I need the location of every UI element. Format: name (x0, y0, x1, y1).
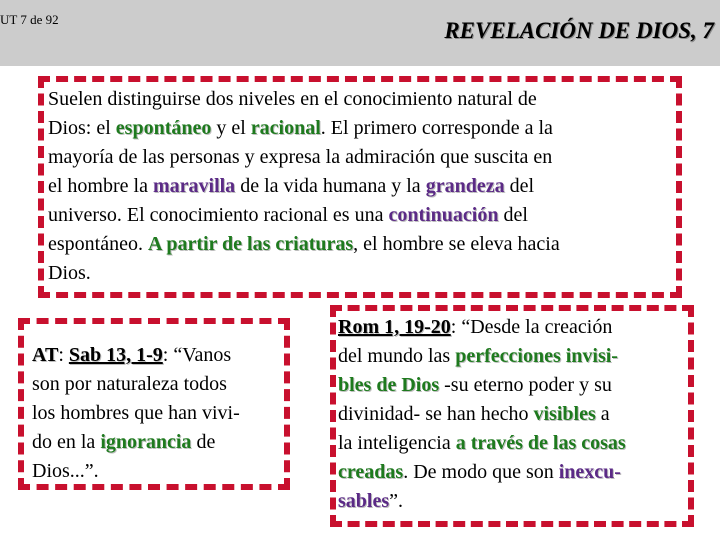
text-line (32, 399, 286, 428)
text-segment: del mundo las (338, 345, 456, 367)
text-segment: Dios. (48, 262, 91, 284)
text-segment: del (498, 204, 528, 226)
keyword-a-traves: a través de las cosas (455, 432, 626, 454)
rom-reference: Rom 1, 19-20 (338, 316, 451, 338)
at-label: AT (32, 344, 59, 366)
text-line (48, 259, 680, 288)
text-segment: . De modo que son (403, 461, 559, 483)
main-paragraph (48, 85, 680, 288)
text-segment: de (191, 431, 216, 453)
sab-reference: Sab 13, 1-9 (68, 344, 163, 366)
keyword-ignorancia: ignorancia (100, 431, 192, 453)
text-line (48, 201, 680, 230)
text-segment: do en la (32, 431, 101, 453)
text-line (338, 371, 690, 400)
text-segment: : “Desde la creación (450, 316, 613, 338)
keyword-visibles: visibles (533, 403, 596, 425)
slide-title: REVELACIÓN DE DIOS, 7 (444, 18, 714, 43)
keyword-maravilla: maravilla (152, 175, 236, 197)
keyword-espontaneo: espontáneo (115, 117, 212, 139)
text-line (338, 400, 690, 429)
text-line (48, 172, 680, 201)
text-segment: de la vida humana y la (235, 175, 426, 197)
text-segment: . El primero corresponde a la (320, 117, 553, 139)
text-line (338, 342, 690, 371)
text-segment: ”. (389, 490, 404, 512)
text-segment: Dios...”. (32, 460, 99, 482)
text-segment: el hombre la (48, 175, 153, 197)
at-quote-text (32, 341, 286, 486)
text-segment: y el (211, 117, 251, 139)
text-segment: : (58, 344, 69, 366)
keyword-racional: racional (250, 117, 321, 139)
keyword-inexcusables: inexcu- (558, 461, 621, 483)
rom-quote-text (338, 313, 690, 516)
text-line (32, 457, 286, 486)
text-line (32, 428, 286, 457)
text-line (48, 230, 680, 259)
text-line (32, 370, 286, 399)
text-segment: Suelen distinguirse dos niveles en el conocimiento natural de (48, 88, 537, 110)
text-segment: universo. El conocimiento racional es una (48, 204, 389, 226)
keyword-grandeza: grandeza (425, 175, 505, 197)
text-line (48, 143, 680, 172)
text-segment: -su eterno poder y su (439, 374, 612, 396)
text-line (338, 429, 690, 458)
keyword-invisibles: bles de Dios (338, 374, 440, 396)
text-segment: mayoría de las personas y expresa la admiración que suscita en (48, 146, 553, 168)
text-line (48, 85, 680, 114)
keyword-inexcusables-end: sables (338, 490, 390, 512)
text-segment: divinidad- se han hecho (338, 403, 534, 425)
text-line (48, 114, 680, 143)
text-line (338, 487, 690, 516)
text-segment: Dios: el (48, 117, 116, 139)
page-number: UT 7 de 92 (0, 12, 59, 27)
keyword-continuacion: continuación (388, 204, 499, 226)
text-line (338, 313, 690, 342)
text-segment: : “Vanos (162, 344, 232, 366)
keyword-criaturas: A partir de las criaturas (147, 233, 354, 255)
text-segment: la inteligencia (338, 432, 456, 454)
text-line (338, 458, 690, 487)
text-segment: espontáneo. (48, 233, 148, 255)
text-segment: son por naturaleza todos (32, 373, 227, 395)
slide-header (0, 0, 720, 66)
text-line (32, 341, 286, 370)
text-segment: a (595, 403, 610, 425)
text-segment: , el hombre se eleva hacia (353, 233, 560, 255)
keyword-creadas: creadas (338, 461, 404, 483)
text-segment: los hombres que han vivi- (32, 402, 240, 424)
keyword-perfecciones: perfecciones invisi- (455, 345, 618, 367)
text-segment: del (504, 175, 535, 197)
